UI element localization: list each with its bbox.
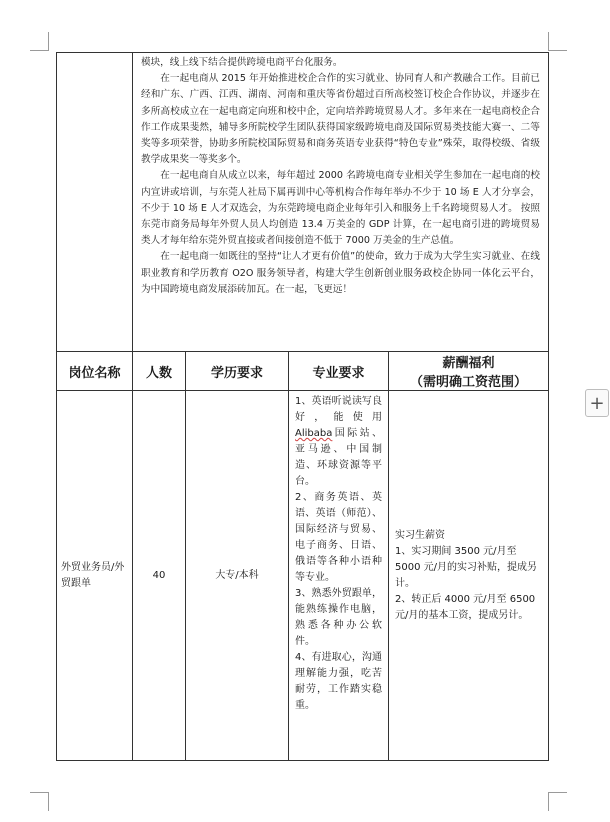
- intro-paragraph: 在一起电商从 2015 年开始推进校企合作的实习就业、协同育人和产教融合工作。目前已经和广东、广西、江西、湖南、河南和重庆等省份超过百所高校签订校企合作协议，并逐步在多所高校成立在一起电商定向班和校中企，定向培养跨境贸易人才。多年来在一起电商校企合作工作成果斐然，辅导多所院校学生团队获得国家级跨境电商及国际贸易类技能大赛一、二等奖等多项荣誉，协助多所院校国际贸易和商务英语专业获得“特色专业”殊荣，取得校级、省级教学成果奖一等奖多个。: [141, 73, 541, 166]
- plus-icon: +: [589, 392, 605, 414]
- intro-left-blank: [57, 53, 133, 352]
- company-intro: [133, 53, 549, 352]
- header-salary-note: （需明确工资范围）: [410, 375, 528, 390]
- header-education: 学历要求: [186, 352, 289, 391]
- table-row: [57, 391, 549, 761]
- requirement-item: 3、熟悉外贸跟单，能熟练操作电脑，熟悉各种办公软件。: [295, 588, 382, 647]
- intro-paragraph: 在一起电商一如既往的坚持“让人才更有价值”的使命，致力于成为大学生实习就业、在线职业教育和学历教育 O2O 服务领导者，构建大学生创新创业服务政校企协同一体化云平台，为中国跨境电商发展添砖加瓦。在一起，飞更远！: [141, 251, 541, 295]
- header-position: 岗位名称: [57, 352, 133, 391]
- major-requirements-cell: [289, 391, 389, 761]
- page-corner-mark: [548, 792, 567, 811]
- salary-line: 1、实习期间 3500 元/月至 5000 元/月的实习补贴，提成另计。: [395, 545, 537, 589]
- requirement-item: [295, 394, 382, 490]
- salary-cell: [389, 391, 549, 761]
- header-major: 专业要求: [289, 352, 389, 391]
- page-corner-mark: [548, 32, 567, 51]
- salary-line: 2、转正后 4000 元/月至 6500 元/月的基本工资，提成另计。: [395, 593, 536, 621]
- page-corner-mark: [30, 792, 49, 811]
- header-count: 人数: [133, 352, 186, 391]
- intro-paragraph: 在一起电商自从成立以来，每年超过 2000 名跨境电商专业相关学生参加在一起电商的校内宣讲或培训，与东莞人社局下属再训中心等机构合作每年举办不少于 10 场 E 人才分享会，不少于 10 场 E 人才双选会，为东莞跨境电商企业每年引入和服务上千名跨境贸易人才。 按照东莞市商务局每年外贸人员人均创造 13.4 万美金的 GDP 计算，在一起电商引进的跨境贸易类人才每年给东莞外贸直接或者间接创造不低于 7000 万美金的生产总值。: [141, 170, 541, 247]
- requirement-item: 4、有进取心，沟通理解能力强，吃苦耐劳，工作踏实稳重。: [295, 652, 382, 711]
- recruitment-table: [56, 52, 549, 761]
- requirement-item: 2、商务英语、英语、英语（师范）、国际经济与贸易、电子商务、日语、俄语等各种小语种等专业。: [295, 492, 382, 583]
- platform-name: Alibaba: [295, 428, 333, 439]
- header-salary-title: 薪酬福利: [442, 356, 495, 371]
- table-header-row: [57, 352, 549, 391]
- page-corner-mark: [30, 32, 49, 51]
- requirement-text: 1、英语听说读写良好，能使用: [295, 396, 382, 423]
- header-salary: [389, 352, 549, 391]
- position-cell: 外贸业务员/外贸跟单: [57, 391, 133, 761]
- salary-title: 实习生薪资: [395, 529, 445, 541]
- add-button[interactable]: [585, 389, 609, 417]
- requirement-text: 国际站、亚马逊、中国制造、环球资源等平台。: [295, 428, 382, 487]
- education-cell: 大专/本科: [186, 391, 289, 761]
- count-cell: 40: [133, 391, 186, 761]
- intro-paragraph: 模块，线上线下结合提供跨境电商平台化服务。: [141, 57, 343, 68]
